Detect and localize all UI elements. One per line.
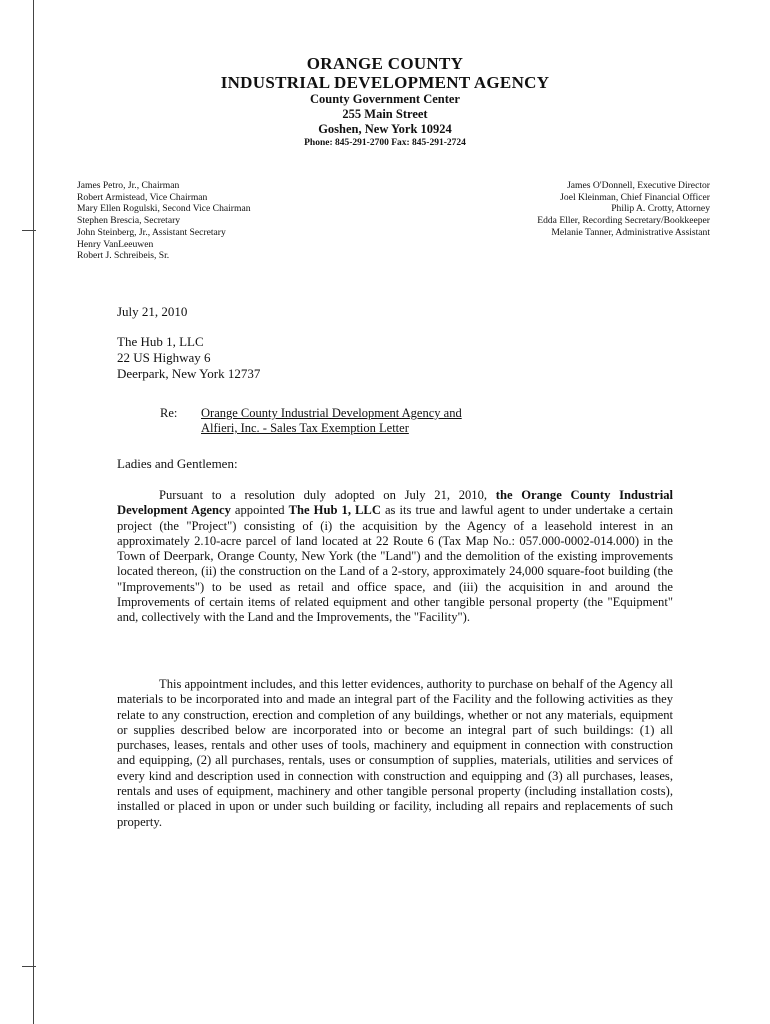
p1-agency-name: the Orange County Industrial Development Agency xyxy=(117,488,673,518)
phone-fax: Phone: 845-291-2700 Fax: 845-291-2724 xyxy=(304,138,466,148)
salutation: Ladies and Gentlemen: xyxy=(117,456,238,471)
board-member: Stephen Brescia, Secretary xyxy=(77,215,181,227)
board-member: Robert J. Schreibeis, Sr. xyxy=(77,250,170,262)
board-member: Robert Armistead, Vice Chairman xyxy=(77,191,208,203)
address-line2: 255 Main Street xyxy=(342,107,428,121)
subject-line-1: Orange County Industrial Development Agency and xyxy=(201,406,462,420)
recipient-address xyxy=(117,334,260,382)
recipient-line: 22 US Highway 6 xyxy=(117,350,211,365)
p1-text: Pursuant to a resolution duly adopted on July 21, 2010, xyxy=(159,488,496,502)
p1-text: appointed xyxy=(230,503,289,518)
body-paragraph-1 xyxy=(117,488,673,626)
recipient-line: Deerpark, New York 12737 xyxy=(117,366,261,381)
board-member: James Petro, Jr., Chairman xyxy=(77,180,180,191)
board-members-list xyxy=(77,180,251,262)
board-member: Mary Ellen Rogulski, Second Vice Chairman xyxy=(77,203,251,215)
scan-mark xyxy=(22,230,36,231)
org-name-line2: INDUSTRIAL DEVELOPMENT AGENCY xyxy=(220,73,550,92)
letter-date: July 21, 2010 xyxy=(117,304,188,319)
p2-text: This appointment includes, and this letter evidences, authority to purchase on behalf of the Agency all materials to be incorporated into and made an integral part of the Facility and the following activities as they relate to any construction, erection and completion of any buildings, whether or not any materials, equipment or supplies described below are incorporated into or become an integral part of such buildings: (1) all purchases, leases, rentals and other uses of tools, machinery and equipment in connection with construction and equipping, (2) all purchases, rentals, uses or consumption of supplies, materials, utilities and services of every kind and description used in connection with construction and equipping and (3) all purchases, leases, rentals and uses of equipment, machinery and other tangible personal property (including installation costs), installed or placed in upon or under such building or facility, including all repairs and replacements of such property. xyxy=(117,677,673,829)
org-name-line1: ORANGE COUNTY xyxy=(306,54,464,73)
body-paragraph-2 xyxy=(117,677,673,830)
subject-line-2: Alfieri, Inc. - Sales Tax Exemption Letter xyxy=(201,421,409,435)
staff-list xyxy=(537,180,710,239)
p1-agent-name: The Hub 1, LLC xyxy=(288,503,381,518)
letterhead xyxy=(0,54,770,150)
staff-member: Philip A. Crotty, Attorney xyxy=(611,203,710,215)
staff-member: Joel Kleinman, Chief Financial Officer xyxy=(560,191,710,203)
subject-line xyxy=(201,406,462,436)
re-label: Re: xyxy=(160,406,178,420)
scan-edge-line xyxy=(33,0,34,1024)
recipient-line: The Hub 1, LLC xyxy=(117,334,204,349)
p1-text: as its true and lawful agent to under undertake a certain project (the "Project") consisting of (i) the acquisition by the Agency of a leasehold interest in an approximately 2.10-acre parcel of land located at 22 Route 6 (Tax Map No.: 057.000-0002-014.000) in the Town of Deerpark, Orange County, New York (the "Land") and the demolition of the existing improvements located thereon, (ii) the construction on the Land of a 2-story, approximately 24,000 square-foot building (the "Improvements") to be used as retail and office space, and (iii) the acquisition in and around the Improvements of certain items of related equipment and other tangible personal property (the "Equipment" and, collectively with the Land and the Improvements, the "Facility"). xyxy=(117,503,673,625)
staff-member: James O'Donnell, Executive Director xyxy=(567,180,710,191)
staff-member: Melanie Tanner, Administrative Assistant xyxy=(551,226,710,238)
board-member: Henry VanLeeuwen xyxy=(77,238,154,250)
address-line1: County Government Center xyxy=(310,92,460,106)
scan-mark xyxy=(22,966,36,967)
board-member: John Steinberg, Jr., Assistant Secretary xyxy=(77,226,226,238)
staff-member: Edda Eller, Recording Secretary/Bookkeeper xyxy=(537,215,710,227)
address-line3: Goshen, New York 10924 xyxy=(318,122,452,136)
